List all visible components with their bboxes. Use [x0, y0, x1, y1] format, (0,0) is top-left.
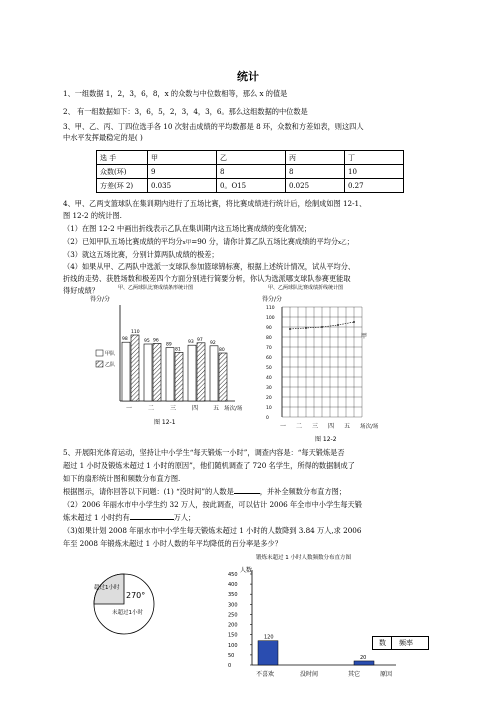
pie-label-under: 未超过1小时 — [112, 610, 143, 616]
freq-col-1: 数 — [379, 639, 386, 647]
table-cell: 方差(环 2) — [97, 179, 148, 193]
y-tick-label: 110 — [266, 306, 275, 311]
bar — [144, 344, 152, 401]
q5-line6-a: 炼未超过 1 小时约有 — [63, 513, 130, 522]
bar — [197, 343, 205, 401]
bar-value-label: 89 — [166, 342, 172, 348]
y-tick-label: 70 — [266, 346, 272, 351]
bar-chart-12-1 — [90, 281, 260, 431]
chart2-xtick: 四 — [328, 423, 335, 430]
y-tick-label: 40 — [266, 376, 272, 381]
q5-line4 — [63, 487, 346, 497]
q4-sub4-c: 得好成绩？ — [63, 286, 99, 295]
hist-title: 锻炼未超过 1 小时人数频数分布直方图 — [256, 555, 351, 561]
table-cell: 0.025 — [286, 179, 345, 193]
bar-value-label: 95 — [144, 339, 150, 344]
hist-bar-label: 20 — [360, 654, 367, 661]
bar-value-label: 110 — [131, 330, 140, 335]
table-cell: 众数(环) — [97, 165, 148, 179]
bar — [131, 335, 139, 401]
q5-line1: 5、开展阳光体育运动，坚持让中小学生“每天锻炼一小时”，调查内容是：“每天锻炼是否 — [63, 448, 345, 457]
y-tick-label: 50 — [228, 652, 235, 659]
table-cell: 8 — [286, 165, 345, 179]
question-1: 1、一组数据 1，2，3，6，8，x 的众数与中位数相等，那么 x 的值是 — [63, 89, 288, 98]
bar — [122, 342, 130, 401]
q5-line5: （2）2006 年丽水市中小学生约 32 万人，按此调查，可以估计 2006 年全市中小学生每天锻 — [63, 500, 362, 509]
y-tick-label: 10 — [266, 406, 272, 411]
legend-swatch-a — [96, 350, 103, 356]
y-tick-label: 100 — [266, 316, 275, 321]
x-bar-b: x乙 — [338, 240, 347, 246]
q4-sub4-b: 折线的走势、获胜场数和极差四个方面分别进行简要分析，你认为选派哪支球队参赛更能取 — [63, 274, 351, 283]
hist-body — [228, 570, 396, 669]
y-tick-label: 80 — [266, 336, 272, 341]
legend-swatch-b — [96, 361, 103, 367]
chart2-caption-top: 甲、乙两球队比赛成绩折线统计图 — [268, 285, 344, 291]
table-row — [97, 179, 404, 193]
chart2-xtick: 五 — [344, 423, 351, 430]
chart2-xtick: 一 — [280, 423, 287, 430]
bar-value-label: 92 — [210, 340, 216, 346]
q5-line2: 超过 1 小时及锻炼未超过 1 小时的原因”，他们随机调查了 720 名学生，所得的数据制成了 — [63, 461, 355, 470]
series-point — [305, 327, 307, 329]
y-tick-label: 30 — [266, 386, 272, 391]
table-cell: 丁 — [345, 151, 404, 165]
chart1-xtick: 四 — [192, 405, 199, 412]
chart1-xtick: 五 — [213, 405, 220, 412]
bar — [166, 348, 174, 401]
y-tick-label: 50 — [266, 366, 272, 371]
hist-xtick: 其它 — [348, 671, 361, 678]
q5-line4-a: 根据图示，请你回答以下问题：(1) “没时间”的人数是 — [63, 487, 234, 496]
hist-ylabel: 人数 — [240, 567, 253, 574]
bar — [175, 352, 183, 401]
series-point — [337, 324, 339, 326]
table-cell: 9 — [148, 165, 217, 179]
freq-divider — [391, 637, 392, 649]
y-tick-label: 0 — [228, 663, 232, 669]
q5-line3: 如下的扇形统计图和频数分布直方图. — [63, 474, 181, 483]
y-tick-label: 100 — [228, 642, 238, 649]
q5-line8: 年至 2008 年锻炼未超过 1 小时人数的年平均降低的百分率是多少？ — [63, 539, 282, 548]
chart2-grid — [266, 305, 362, 421]
hist-xtick: 没时间 — [300, 671, 319, 678]
legend-b: 乙队 — [105, 362, 116, 368]
chart1-caption: 图 12-1 — [154, 419, 176, 426]
y-tick-label: 400 — [228, 582, 238, 589]
q4-sub2 — [63, 237, 354, 248]
page-title: 统计 — [237, 70, 259, 83]
series-point — [289, 328, 291, 330]
histogram — [216, 552, 416, 678]
q5-line7: （3)如果计划 2008 年丽水市中小学生每天锻炼未超过 1 小时的人数降到 3.84 万人,求 2006 — [63, 526, 362, 535]
q4-sub1: （1）在图 12-2 中画出折线表示乙队在集训期内这五场比赛成绩的变化情况； — [63, 224, 312, 233]
chart2-xlabel: 场次/场 — [360, 424, 379, 430]
q5-line4-b: ，并补全频数分布直方图； — [259, 487, 347, 496]
table-cell: 丙 — [286, 151, 345, 165]
series-point — [353, 321, 355, 323]
q5-line6 — [63, 513, 195, 523]
pie-chart — [90, 571, 170, 637]
answer-blank[interactable] — [234, 493, 260, 494]
series-point — [321, 326, 323, 328]
chart1-ylabel: 得分/分 — [90, 296, 111, 303]
table-cell: 选 手 — [97, 151, 148, 165]
table-row — [97, 151, 404, 165]
q4-sub3: （3）就这五场比赛，分别计算两队成绩的极差； — [63, 250, 219, 259]
frequency-table — [372, 636, 429, 650]
table-cell: 0。O15 — [217, 179, 286, 193]
chart1-xtick: 三 — [170, 405, 177, 412]
hist-xlabel: 原因 — [380, 671, 393, 678]
table-row — [97, 165, 404, 179]
chart1-caption-top: 甲、乙两球队比赛成绩条形统计图 — [118, 285, 194, 291]
table-cell: 甲 — [148, 151, 217, 165]
y-tick-label: 150 — [228, 632, 238, 639]
question-3-line2: 中水平发挥最稳定的是( ) — [63, 133, 143, 142]
y-tick-label: 300 — [228, 602, 238, 609]
y-tick-label: 60 — [266, 356, 272, 361]
table-cell: 乙 — [217, 151, 286, 165]
chart1-xlabel: 场次/场 — [224, 406, 243, 412]
q4-sub4-a: （4）如果从甲、乙两队中选派一支球队参加篮球锦标赛，根据上述统计情况，试从平均分、 — [63, 262, 356, 271]
table-cell: 8 — [217, 165, 286, 179]
bar-value-label: 81 — [175, 347, 181, 353]
chart2-xtick: 二 — [296, 423, 303, 430]
bar-value-label: 80 — [219, 348, 225, 353]
chart1-xtick: 一 — [126, 405, 133, 412]
table-cell: 10 — [345, 165, 404, 179]
y-tick-label: 90 — [266, 326, 272, 331]
hist-bar — [354, 661, 374, 665]
chart2-ylabel: 得分/分 — [262, 296, 283, 303]
q4-line2: 图 12-2 的统计图. — [63, 211, 122, 220]
y-tick-label: 20 — [266, 396, 272, 401]
chart2-caption: 图 12-2 — [315, 436, 337, 443]
bar — [188, 345, 196, 401]
pie-angle: 270° — [126, 591, 146, 600]
hist-xtick: 不喜欢 — [256, 671, 275, 678]
bar — [219, 353, 227, 401]
y-tick-label: 350 — [228, 592, 238, 599]
bar-value-label: 97 — [197, 337, 203, 343]
bar — [210, 346, 218, 401]
y-tick-label: 0 — [266, 416, 269, 421]
chart1-xtick: 二 — [148, 405, 155, 412]
bar-value-label: 93 — [188, 340, 194, 346]
bar — [153, 343, 161, 401]
x-bar-a: x甲 — [182, 240, 192, 246]
bar-value-label: 98 — [122, 337, 128, 343]
answer-blank[interactable] — [130, 519, 174, 520]
question-2: 2、 有一组数据如下：3，6，5，2，3，4，3，6。那么这组数据的中位数是 — [63, 107, 308, 116]
bar-value-label: 96 — [153, 338, 159, 344]
legend-a: 甲队 — [105, 351, 116, 357]
y-tick-label: 450 — [228, 572, 238, 578]
table-cell: 0.27 — [345, 179, 404, 193]
chart2-xtick: 三 — [312, 423, 319, 430]
y-tick-label: 200 — [228, 622, 238, 629]
q4-sub2-a: （2）已知甲队五场比赛成绩的平均分 — [63, 237, 183, 246]
q4-sub2-c: ； — [346, 237, 354, 246]
pie-label-over: 超过1小时 — [94, 585, 120, 591]
q4-line1: 4、甲、乙两支篮球队在集训期内进行了五场比赛，将比赛成绩进行统计后，绘制成如图 12-1、 — [63, 199, 367, 208]
chart2-series-label: 甲 — [361, 333, 368, 340]
hist-bar — [258, 641, 278, 665]
freq-col-2: 频率 — [399, 639, 413, 647]
q4-sub2-b: =90 分，请你计算乙队五场比赛成绩的平均分 — [191, 237, 339, 246]
hist-bar-label: 120 — [264, 634, 274, 641]
q5-line6-b: 万人； — [173, 513, 196, 522]
y-tick-label: 250 — [228, 612, 238, 619]
chart1-bars — [122, 329, 227, 401]
variance-table — [96, 150, 404, 193]
line-chart-12-2 — [262, 281, 412, 443]
table-cell: 0.035 — [148, 179, 217, 193]
question-3-line1: 3、甲、乙、丙、丁四位选手各 10 次射击成绩的平均数都是 8 环，众数和方差如表，则这四人 — [63, 122, 364, 131]
